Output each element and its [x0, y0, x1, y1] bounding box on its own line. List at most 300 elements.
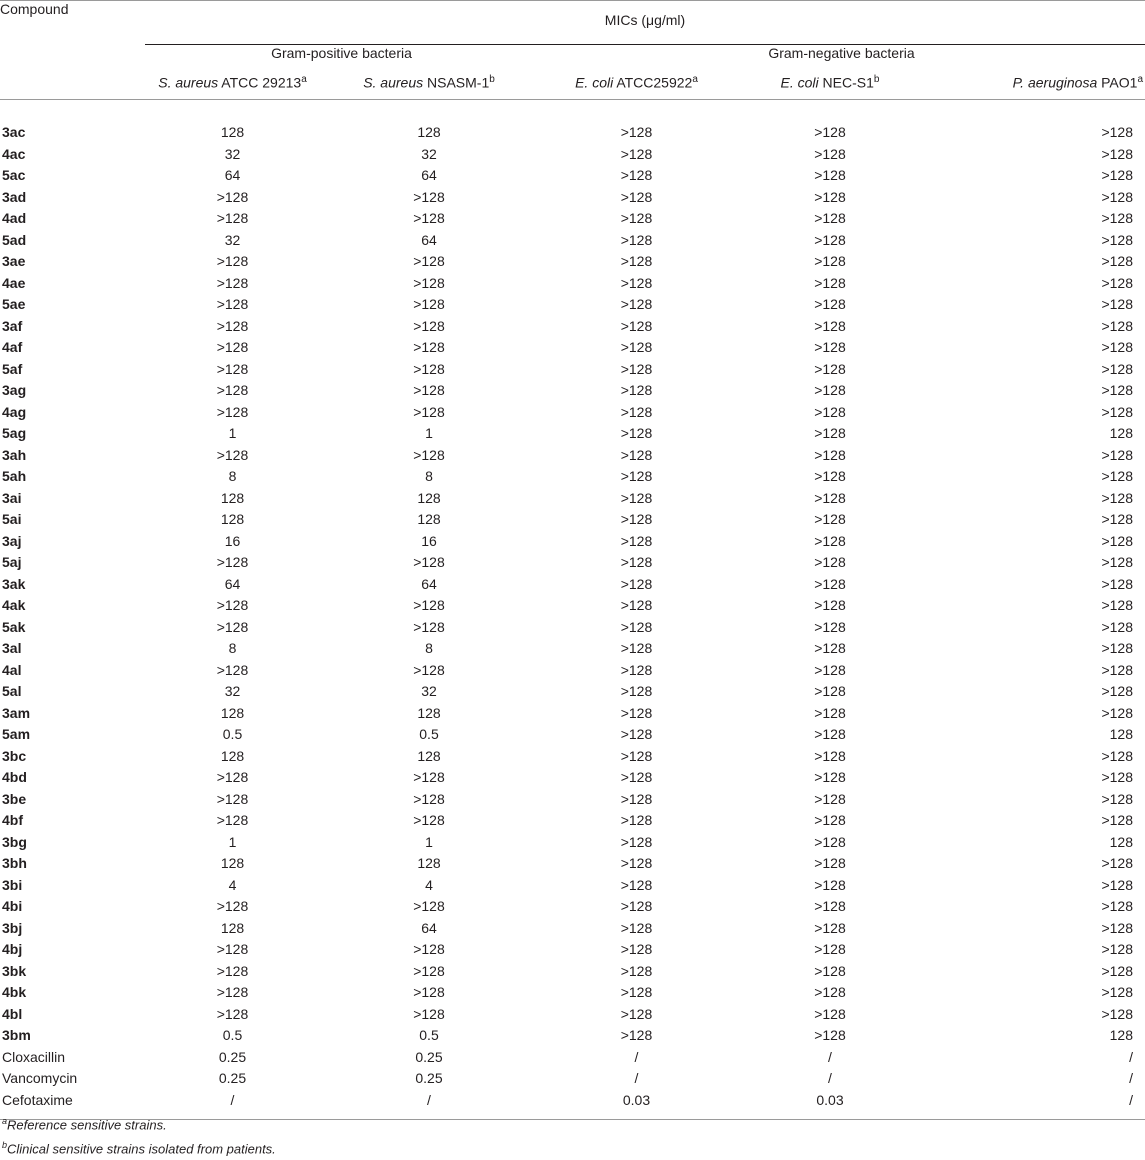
mic-value-cell: >128: [814, 769, 846, 786]
strain-species: S. aureus: [363, 74, 424, 91]
compound-cell: Cloxacillin: [2, 1048, 66, 1065]
mic-value-cell: 32: [421, 145, 437, 162]
compound-cell: 4af: [2, 339, 23, 356]
mic-value-cell: 128: [220, 704, 245, 721]
mic-value-cell: >128: [1101, 532, 1133, 549]
mic-value-cell: >128: [814, 210, 846, 227]
mic-value-cell: /: [828, 1070, 832, 1087]
mic-value-cell: >128: [413, 790, 445, 807]
mic-value-cell: >128: [216, 898, 249, 915]
mic-value-cell: >128: [814, 489, 846, 506]
strain-species: E. coli: [575, 74, 614, 91]
mic-value-cell: 32: [224, 231, 241, 248]
mic-value-cell: >128: [620, 253, 653, 270]
mic-value-cell: 0.25: [218, 1070, 247, 1087]
table-row: [0, 1003, 1145, 1025]
table-row: [0, 251, 1145, 273]
mic-value-cell: >128: [620, 941, 653, 958]
mic-value-cell: >128: [620, 554, 653, 571]
compound-cell: 3ak: [2, 575, 26, 592]
mic-value-cell: /: [1129, 1048, 1133, 1065]
mic-value-cell: >128: [413, 360, 445, 377]
strain-header: [735, 65, 925, 99]
mic-value-cell: /: [427, 1091, 431, 1108]
footnote: [2, 1135, 276, 1159]
strain-id: NEC-S1: [822, 74, 874, 91]
mic-value-cell: >128: [814, 876, 846, 893]
mic-value-cell: >128: [413, 962, 445, 979]
mic-value-cell: >128: [620, 597, 653, 614]
mic-value-cell: >128: [1101, 554, 1133, 571]
compound-cell: 4al: [2, 661, 22, 678]
table-row: [0, 401, 1145, 423]
mic-value-cell: 128: [220, 919, 245, 936]
mic-value-cell: >128: [620, 726, 653, 743]
table-row: [0, 186, 1145, 208]
compound-cell: 3bi: [2, 876, 23, 893]
compound-cell: 5ad: [2, 231, 27, 248]
mic-value-cell: >128: [1101, 511, 1133, 528]
mic-value-cell: >128: [1101, 855, 1133, 872]
mic-value-cell: 128: [417, 124, 441, 141]
mic-value-cell: >128: [216, 554, 249, 571]
mic-value-cell: >128: [814, 317, 846, 334]
mic-value-cell: >128: [216, 382, 249, 399]
mic-value-cell: >128: [620, 661, 653, 678]
mic-value-cell: >128: [814, 532, 846, 549]
mic-value-cell: 1: [228, 833, 237, 850]
table-row: [0, 530, 1145, 552]
strain-footnote-mark: b: [489, 73, 495, 85]
mic-value-cell: >128: [1101, 188, 1133, 205]
compound-cell: 5ak: [2, 618, 26, 635]
strain-header: [925, 65, 1145, 99]
mic-value-cell: >128: [1101, 339, 1133, 356]
mic-value-cell: >128: [1101, 769, 1133, 786]
mic-value-cell: >128: [620, 167, 653, 184]
mic-value-cell: >128: [814, 704, 846, 721]
mic-value-cell: >128: [1101, 253, 1133, 270]
mic-value-cell: >128: [814, 683, 846, 700]
gram-positive-label: Gram-positive bacteria: [271, 44, 412, 61]
compound-cell: 5ai: [2, 511, 22, 528]
table-row: [0, 272, 1145, 294]
mic-value-cell: >128: [413, 188, 445, 205]
mic-value-cell: >128: [620, 231, 653, 248]
mic-value-cell: /: [1129, 1091, 1133, 1108]
mic-value-cell: >128: [1101, 575, 1133, 592]
mic-value-cell: 32: [224, 683, 241, 700]
mic-value-cell: 16: [224, 532, 241, 549]
gram-positive-header: [145, 39, 538, 65]
mic-value-cell: >128: [216, 274, 249, 291]
mic-value-cell: >128: [1101, 124, 1133, 141]
mic-value-cell: >128: [620, 855, 653, 872]
mic-value-cell: >128: [413, 210, 445, 227]
compound-cell: 5ag: [2, 425, 27, 442]
compound-cell: 5ah: [2, 468, 27, 485]
compound-cell: 4bf: [2, 812, 23, 829]
table-row: [0, 1089, 1145, 1111]
mic-value-cell: >128: [620, 1027, 653, 1044]
mic-value-cell: >128: [814, 726, 846, 743]
mic-value-cell: >128: [814, 790, 846, 807]
mic-value-cell: 128: [220, 124, 245, 141]
compound-cell: 5af: [2, 360, 23, 377]
mic-value-cell: >128: [814, 274, 846, 291]
mic-value-cell: >128: [413, 296, 445, 313]
mic-value-cell: >128: [620, 339, 653, 356]
mic-value-cell: >128: [620, 360, 653, 377]
mic-value-cell: >128: [413, 382, 445, 399]
compound-cell: Cefotaxime: [2, 1091, 73, 1108]
table-row: [0, 552, 1145, 574]
table-row: [0, 874, 1145, 896]
mic-value-cell: >128: [814, 446, 846, 463]
mic-value-cell: >128: [620, 274, 653, 291]
strain-footnote-mark: a: [1137, 73, 1143, 85]
compound-cell: 3am: [2, 704, 31, 721]
mic-value-cell: 128: [1109, 726, 1133, 743]
mic-value-cell: >128: [413, 446, 445, 463]
mic-value-cell: 32: [421, 683, 437, 700]
mic-value-cell: >128: [1101, 618, 1133, 635]
mic-value-cell: >128: [413, 274, 445, 291]
mic-value-cell: /: [1129, 1070, 1133, 1087]
mic-value-cell: >128: [1101, 296, 1133, 313]
mic-value-cell: >128: [620, 1005, 653, 1022]
mic-value-cell: >128: [1101, 145, 1133, 162]
mic-value-cell: >128: [814, 124, 846, 141]
mic-value-cell: >128: [620, 790, 653, 807]
mic-value-cell: 0.25: [218, 1048, 247, 1065]
compound-cell: 3ad: [2, 188, 27, 205]
mic-value-cell: 128: [417, 704, 441, 721]
mic-value-cell: /: [634, 1048, 639, 1065]
table-row: [0, 337, 1145, 359]
mic-value-cell: 64: [421, 231, 437, 248]
mic-value-cell: >128: [814, 511, 846, 528]
footnote-text: Reference sensitive strains.: [7, 1117, 167, 1133]
mic-value-cell: 128: [1109, 833, 1133, 850]
mic-value-cell: >128: [1101, 683, 1133, 700]
mic-value-cell: 128: [220, 855, 245, 872]
mic-value-cell: >128: [413, 339, 445, 356]
compound-cell: 3ag: [2, 382, 27, 399]
mic-value-cell: 64: [421, 575, 437, 592]
mic-value-cell: 128: [220, 489, 245, 506]
mic-value-cell: /: [828, 1048, 832, 1065]
compound-cell: 3bj: [2, 919, 23, 936]
mic-value-cell: >128: [216, 296, 249, 313]
mic-value-cell: >128: [620, 210, 653, 227]
mic-value-cell: >128: [1101, 704, 1133, 721]
mic-value-cell: 0.03: [816, 1091, 844, 1108]
table-row: [0, 423, 1145, 445]
mic-value-cell: 32: [224, 145, 241, 162]
mic-value-cell: >128: [216, 188, 249, 205]
mic-value-cell: >128: [814, 833, 846, 850]
table-row: [0, 122, 1145, 144]
mic-value-cell: >128: [1101, 489, 1133, 506]
compound-cell: 3bg: [2, 833, 27, 850]
mic-value-cell: 64: [421, 919, 437, 936]
table-row: [0, 939, 1145, 961]
mic-value-cell: 16: [421, 532, 437, 549]
mic-value-cell: /: [634, 1070, 639, 1087]
mic-value-cell: >128: [620, 962, 653, 979]
mic-value-cell: 1: [425, 833, 433, 850]
mic-value-cell: >128: [814, 747, 846, 764]
mic-value-cell: >128: [620, 317, 653, 334]
compound-cell: 3be: [2, 790, 27, 807]
mics-header: MICs (μg/ml): [604, 12, 686, 28]
mic-value-cell: >128: [620, 468, 653, 485]
mic-value-cell: >128: [620, 769, 653, 786]
strain-footnote-mark: a: [692, 73, 698, 85]
mic-value-cell: >128: [1101, 790, 1133, 807]
strain-id: PAO1: [1101, 74, 1138, 91]
mic-value-cell: >128: [1101, 274, 1133, 291]
mic-value-cell: >128: [1101, 210, 1133, 227]
mic-value-cell: >128: [413, 317, 445, 334]
mic-value-cell: 128: [220, 747, 245, 764]
mic-value-cell: 8: [228, 468, 237, 485]
table-row: [0, 616, 1145, 638]
mic-value-cell: 4: [228, 876, 237, 893]
compound-cell: 4bj: [2, 941, 23, 958]
table-row: [0, 466, 1145, 488]
table-row: [0, 165, 1145, 187]
mic-value-cell: >128: [216, 360, 249, 377]
mic-value-cell: >128: [620, 919, 653, 936]
table-row: [0, 767, 1145, 789]
strain-species: S. aureus: [158, 74, 219, 91]
mic-value-cell: >128: [1101, 876, 1133, 893]
mic-value-cell: >128: [413, 253, 445, 270]
compound-cell: 3bm: [2, 1027, 31, 1044]
strain-header: [538, 65, 735, 99]
mic-value-cell: >128: [216, 661, 249, 678]
mic-value-cell: >128: [814, 296, 846, 313]
mic-value-cell: >128: [814, 554, 846, 571]
mic-value-cell: 0.5: [419, 1027, 439, 1044]
table-row: [0, 896, 1145, 918]
mic-value-cell: >128: [620, 704, 653, 721]
mic-value-cell: >128: [216, 941, 249, 958]
footnote: [2, 1111, 276, 1135]
mic-value-cell: >128: [620, 618, 653, 635]
mic-value-cell: 8: [425, 640, 433, 657]
table-row: [0, 444, 1145, 466]
table-row: [0, 315, 1145, 337]
mic-value-cell: >128: [1101, 984, 1133, 1001]
mic-value-cell: >128: [620, 898, 653, 915]
table-row: [0, 659, 1145, 681]
mic-value-cell: >128: [413, 812, 445, 829]
mic-value-cell: 128: [1109, 1027, 1133, 1044]
compound-header: Compound: [0, 1, 69, 17]
mic-value-cell: >128: [814, 962, 846, 979]
mic-value-cell: >128: [1101, 661, 1133, 678]
compound-cell: 4ad: [2, 210, 27, 227]
mic-value-cell: >128: [814, 339, 846, 356]
strain-species: E. coli: [780, 74, 819, 91]
mic-value-cell: >128: [620, 511, 653, 528]
mic-value-cell: >128: [1101, 360, 1133, 377]
mic-value-cell: >128: [1101, 919, 1133, 936]
mic-value-cell: >128: [620, 382, 653, 399]
mic-value-cell: 128: [417, 747, 441, 764]
mic-value-cell: >128: [620, 188, 653, 205]
mic-value-cell: >128: [814, 1027, 846, 1044]
mic-value-cell: 64: [224, 167, 241, 184]
compound-cell: 3ah: [2, 446, 27, 463]
mic-value-cell: >128: [620, 532, 653, 549]
footnote-mark: a: [2, 1116, 8, 1126]
mic-value-cell: >128: [620, 403, 653, 420]
compound-cell: 3af: [2, 317, 23, 334]
mic-value-cell: >128: [620, 812, 653, 829]
mic-value-cell: >128: [814, 984, 846, 1001]
mic-value-cell: >128: [620, 683, 653, 700]
mic-value-cell: >128: [413, 554, 445, 571]
mic-value-cell: >128: [216, 253, 249, 270]
compound-cell: 4ak: [2, 597, 26, 614]
mic-value-cell: >128: [216, 210, 249, 227]
mic-value-cell: >128: [814, 919, 846, 936]
mic-value-cell: 1: [228, 425, 237, 442]
mic-value-cell: >128: [620, 984, 653, 1001]
mic-value-cell: >128: [814, 167, 846, 184]
mic-value-cell: 0.03: [622, 1091, 651, 1108]
mic-value-cell: >128: [1101, 317, 1133, 334]
mic-value-cell: 4: [425, 876, 433, 893]
table-row: [0, 810, 1145, 832]
mic-value-cell: >128: [814, 188, 846, 205]
mic-value-cell: >128: [814, 425, 846, 442]
table-row: [0, 509, 1145, 531]
table-row: [0, 681, 1145, 703]
mic-value-cell: >128: [413, 769, 445, 786]
compound-cell: 3bh: [2, 855, 27, 872]
strain-id: ATCC25922: [616, 74, 693, 91]
mic-value-cell: >128: [413, 403, 445, 420]
mic-value-cell: >128: [216, 597, 249, 614]
compound-cell: 5ac: [2, 167, 26, 184]
mic-value-cell: >128: [1101, 468, 1133, 485]
mic-value-cell: 0.5: [222, 1027, 243, 1044]
strain-id: NSASM-1: [427, 74, 490, 91]
table-row: [0, 638, 1145, 660]
mic-value-cell: >128: [814, 575, 846, 592]
mic-value-cell: >128: [1101, 962, 1133, 979]
mic-value-cell: >128: [620, 747, 653, 764]
mic-value-cell: >128: [814, 231, 846, 248]
compound-cell: 5aj: [2, 554, 22, 571]
table-row: [0, 702, 1145, 724]
mic-value-cell: >128: [814, 855, 846, 872]
mic-value-cell: >128: [814, 898, 846, 915]
table-row: [0, 208, 1145, 230]
mic-value-cell: >128: [216, 769, 249, 786]
mic-value-cell: >128: [814, 941, 846, 958]
table-row: [0, 745, 1145, 767]
strain-species: P. aeruginosa: [1012, 74, 1098, 91]
table-row: [0, 853, 1145, 875]
mic-value-cell: 128: [417, 855, 441, 872]
compound-cell: 4bi: [2, 898, 23, 915]
mic-value-cell: >128: [814, 403, 846, 420]
strain-footnote-mark: a: [301, 73, 307, 85]
compound-cell: 4ac: [2, 145, 26, 162]
table-row: [0, 358, 1145, 380]
table-row: [0, 1046, 1145, 1068]
mic-value-cell: >128: [216, 403, 249, 420]
mic-value-cell: >128: [620, 296, 653, 313]
footnotes: [2, 1111, 276, 1160]
table-row: [0, 788, 1145, 810]
mic-value-cell: >128: [620, 876, 653, 893]
mic-value-cell: >128: [1101, 446, 1133, 463]
compound-cell: 5al: [2, 683, 22, 700]
compound-cell: 4ag: [2, 403, 27, 420]
mic-value-cell: >128: [1101, 1005, 1133, 1022]
table-row: [0, 595, 1145, 617]
table-row: [0, 1068, 1145, 1090]
mic-value-cell: /: [230, 1091, 235, 1108]
mic-value-cell: >128: [413, 898, 445, 915]
mic-value-cell: >128: [413, 1005, 445, 1022]
compound-cell: Vancomycin: [2, 1070, 78, 1087]
mic-value-cell: >128: [814, 382, 846, 399]
mic-value-cell: >128: [814, 661, 846, 678]
mic-value-cell: 128: [417, 511, 441, 528]
mic-value-cell: >128: [413, 597, 445, 614]
mic-value-cell: >128: [1101, 597, 1133, 614]
mic-value-cell: >128: [216, 790, 249, 807]
compound-cell: 3ae: [2, 253, 26, 270]
mic-value-cell: 128: [417, 489, 441, 506]
mic-value-cell: >128: [216, 317, 249, 334]
mic-value-cell: >128: [1101, 747, 1133, 764]
mic-value-cell: 128: [1109, 425, 1133, 442]
strain-header: [320, 65, 538, 99]
mic-value-cell: 0.25: [415, 1070, 443, 1087]
mic-value-cell: >128: [216, 446, 249, 463]
mic-value-cell: >128: [620, 145, 653, 162]
mic-value-cell: >128: [216, 962, 249, 979]
table-row: [0, 724, 1145, 746]
strain-header: [145, 65, 320, 99]
mic-value-cell: >128: [814, 1005, 846, 1022]
mic-value-cell: >128: [620, 833, 653, 850]
table-row: [0, 960, 1145, 982]
mic-value-cell: >128: [814, 468, 846, 485]
compound-cell: 4bd: [2, 769, 27, 786]
mic-value-cell: >128: [1101, 812, 1133, 829]
mic-value-cell: >128: [216, 339, 249, 356]
mic-value-cell: >128: [413, 984, 445, 1001]
table-row: [0, 917, 1145, 939]
compound-cell: 3al: [2, 640, 22, 657]
mic-value-cell: 8: [425, 468, 433, 485]
mic-value-cell: >128: [814, 253, 846, 270]
compound-cell: 5am: [2, 726, 31, 743]
table-row: [0, 143, 1145, 165]
gram-negative-header: [538, 39, 1145, 65]
mic-value-cell: >128: [1101, 167, 1133, 184]
